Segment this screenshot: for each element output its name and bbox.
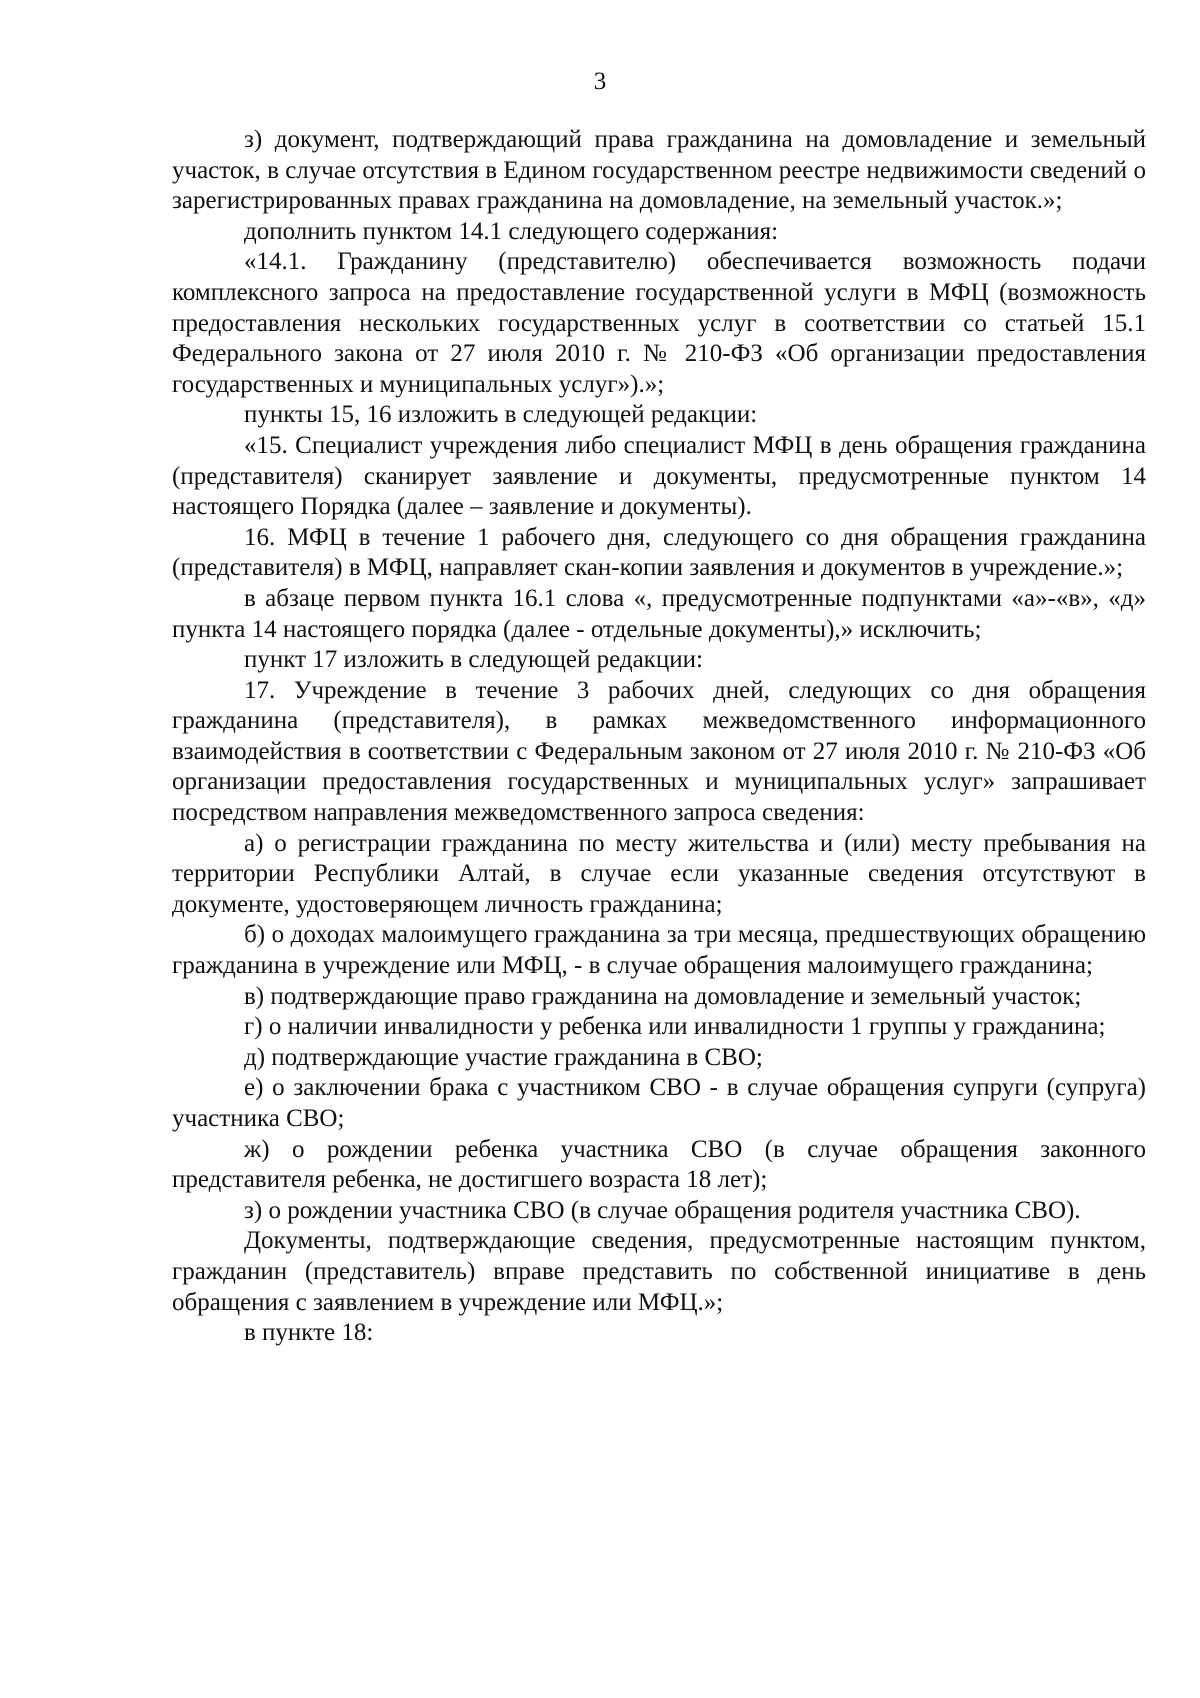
document-body bbox=[172, 125, 1146, 1349]
paragraph: е) о заключении брака с участником СВО - в случае обращения супруги (супруга) участника СВО; bbox=[172, 1074, 1146, 1132]
paragraph: «14.1. Гражданину (представителю) обеспечивается возможность подачи комплексного запроса на предоставление государственной услуги в МФЦ (возможность предоставления нескольких государственных услуг в соответствии со статьей 15.1 Федерального закона от 27 июля 2010 г. № 210-ФЗ «Об организации предоставления государственных и муниципальных услуг»).»; bbox=[172, 248, 1146, 398]
paragraph: а) о регистрации гражданина по месту жительства и (или) месту пребывания на территории Республики Алтай, в случае если указанные сведения отсутствуют в документе, удостоверяющем личность гражданина; bbox=[172, 829, 1146, 918]
paragraph: в пункте 18: bbox=[244, 1319, 374, 1347]
paragraph: в) подтверждающие право гражданина на домовладение и земельный участок; bbox=[244, 982, 1082, 1010]
paragraph: з) документ, подтверждающий права гражданина на домовладение и земельный участок, в случае отсутствия в Едином государственном реестре недвижимости сведений о зарегистрированных правах гражданина на домовладение, на земельный участок.»; bbox=[172, 126, 1146, 215]
page-number: 3 bbox=[593, 68, 607, 95]
paragraph: б) о доходах малоимущего гражданина за три месяца, предшествующих обращению гражданина в учреждение или МФЦ, - в случае обращения малоимущего гражданина; bbox=[172, 921, 1146, 980]
paragraph: д) подтверждающие участие гражданина в СВО; bbox=[244, 1043, 763, 1071]
paragraph: 16. МФЦ в течение 1 рабочего дня, следующего со дня обращения гражданина (представителя) в МФЦ, направляет скан-копии заявления и документов в учреждение.»; bbox=[172, 523, 1146, 582]
paragraph: «15. Специалист учреждения либо специалист МФЦ в день обращения гражданина (представителя) сканирует заявление и документы, предусмотренные пунктом 14 настоящего Порядка (далее – заявление и документы). bbox=[172, 431, 1146, 521]
paragraph: г) о наличии инвалидности у ребенка или инвалидности 1 группы у гражданина; bbox=[244, 1013, 1106, 1041]
paragraph: ж) о рождении ребенка участника СВО (в случае обращения законного представителя ребенка, не достигшего возраста 18 лет); bbox=[172, 1135, 1146, 1194]
paragraph: дополнить пунктом 14.1 следующего содержания: bbox=[244, 217, 779, 245]
paragraph: Документы, подтверждающие сведения, предусмотренные настоящим пунктом, гражданин (представитель) вправе представить по собственной инициативе в день обращения с заявлением в учреждение или МФЦ.»; bbox=[172, 1227, 1146, 1316]
paragraph: пункты 15, 16 изложить в следующей редакции: bbox=[244, 401, 758, 429]
paragraph: пункт 17 изложить в следующей редакции: bbox=[244, 646, 703, 674]
paragraph: в абзаце первом пункта 16.1 слова «, предусмотренные подпунктами «а»-«в», «д» пункта 14 настоящего порядка (далее - отдельные документы),» исключить; bbox=[172, 584, 1146, 643]
paragraph: 17. Учреждение в течение 3 рабочих дней, следующих со дня обращения гражданина (представителя), в рамках межведомственного информационного взаимодействия в соответствии с Федеральным законом от 27 июля 2010 г. № 210-ФЗ «Об организации предоставления государственных и муниципальных услуг» запрашивает посредством направления межведомственного запроса сведения: bbox=[172, 676, 1146, 827]
paragraph: з) о рождении участника СВО (в случае обращения родителя участника СВО). bbox=[244, 1196, 1081, 1224]
